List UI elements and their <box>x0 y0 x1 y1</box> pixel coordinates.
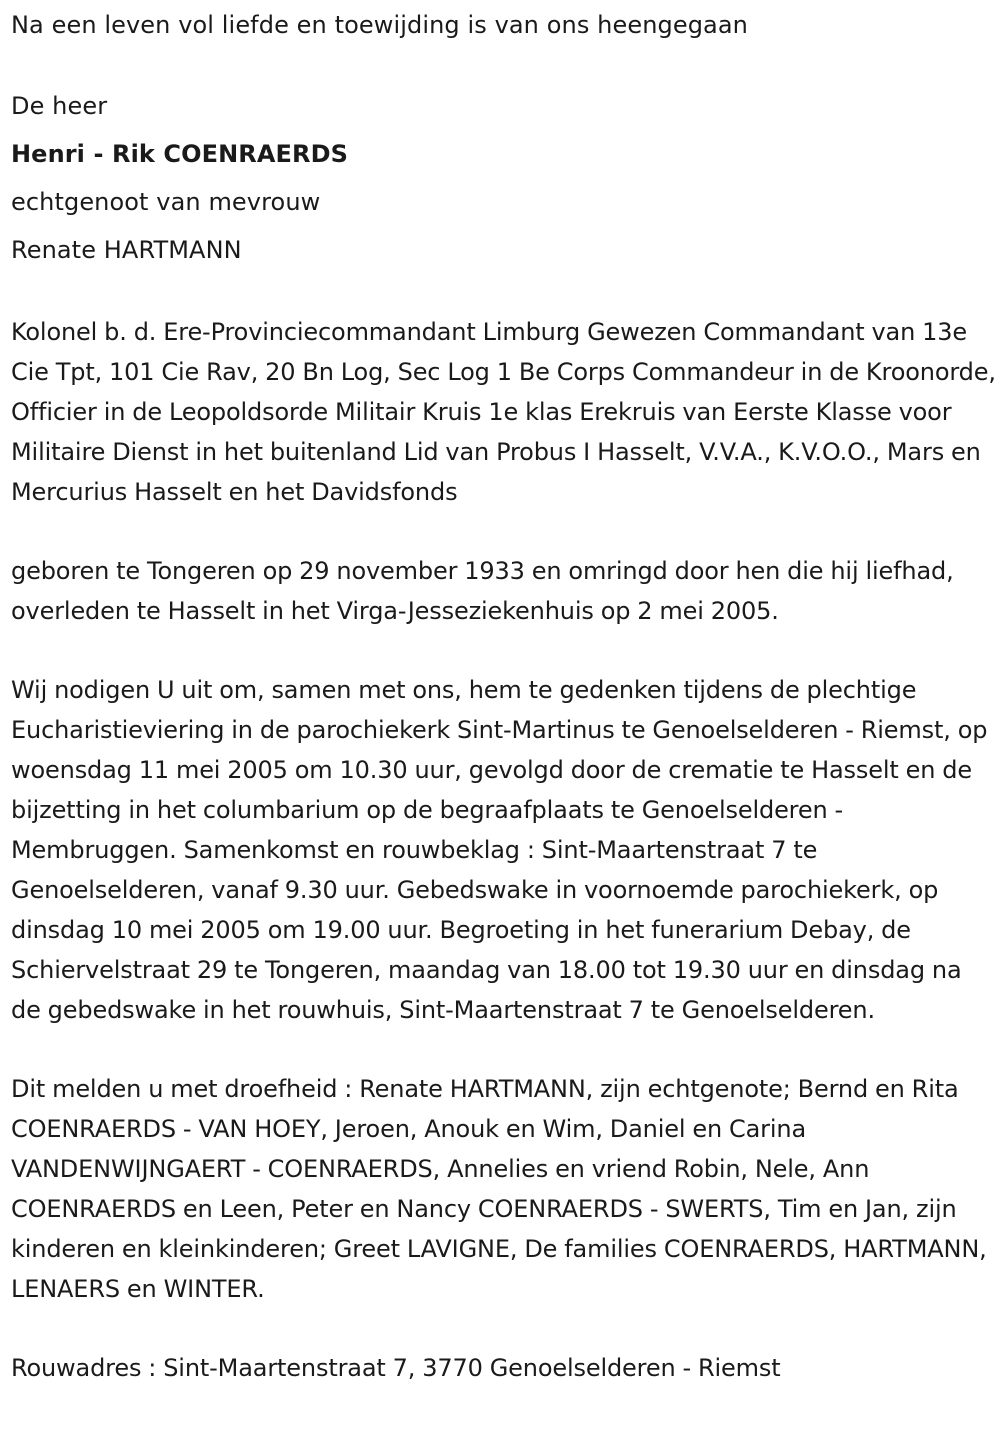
invitation-paragraph: Wij nodigen U uit om, samen met ons, hem te gedenken tijdens de plechtige Eucharistieviering in de parochiekerk Sint-Martinus te Genoelselderen - Riemst, op woensdag 11 mei 2005 om 10.30 uur, gevolgd door de crematie te Hasselt en de bijzetting in het columbarium op de begraafplaats te Genoelselderen - Membruggen. Samenkomst en rouwbeklag : Sint-Maartenstraat 7 te Genoelselderen, vanaf 9.30 uur. Gebedswake in voornoemde parochiekerk, op dinsdag 10 mei 2005 om 19.00 uur. Begroeting in het funerarium Debay, de Schiervelstraat 29 te Tongeren, maandag van 18.00 tot 19.30 uur en dinsdag na de gebedswake in het rouwhuis, Sint-Maartenstraat 7 te Genoelselderen. <box>11 676 988 1024</box>
salutation: De heer <box>11 92 108 120</box>
titles-paragraph: Kolonel b. d. Ere-Provinciecommandant Limburg Gewezen Commandant van 13e Cie Tpt, 101 Cie Rav, 20 Bn Log, Sec Log 1 Be Corps Commandeur in de Kroonorde, Officier in de Leopoldsorde Militair Kruis 1e klas Erekruis van Eerste Klasse voor Militaire Dienst in het buitenland Lid van Probus I Hasselt, V.V.A., K.V.O.O., Mars en Mercurius Hasselt en het Davidsfonds <box>11 318 996 506</box>
family-paragraph: Dit melden u met droefheid : Renate HARTMANN, zijn echtgenote; Bernd en Rita COENRAERDS - VAN HOEY, Jeroen, Anouk en Wim, Daniel en Carina VANDENWIJNGAERT - COENRAERDS, Annelies en vriend Robin, Nele, Ann COENRAERDS en Leen, Peter en Nancy COENRAERDS - SWERTS, Tim en Jan, zijn kinderen en kleinkinderen; Greet LAVIGNE, De families COENRAERDS, HARTMANN, LENAERS en WINTER. <box>11 1075 987 1303</box>
obituary-notice <box>11 0 996 1388</box>
intro-line: Na een leven vol liefde en toewijding is van ons heengegaan <box>11 11 748 39</box>
spouse-name: Renate HARTMANN <box>11 236 242 264</box>
deceased-name: Henri - Rik COENRAERDS <box>11 140 349 168</box>
birth-death-paragraph: geboren te Tongeren op 29 november 1933 en omringd door hen die hij liefhad, overleden te Hasselt in het Virga-Jesseziekenhuis op 2 mei 2005. <box>11 557 954 625</box>
spouse-intro: echtgenoot van mevrouw <box>11 188 321 216</box>
mourning-address: Rouwadres : Sint-Maartenstraat 7, 3770 Genoelselderen - Riemst <box>11 1354 781 1382</box>
